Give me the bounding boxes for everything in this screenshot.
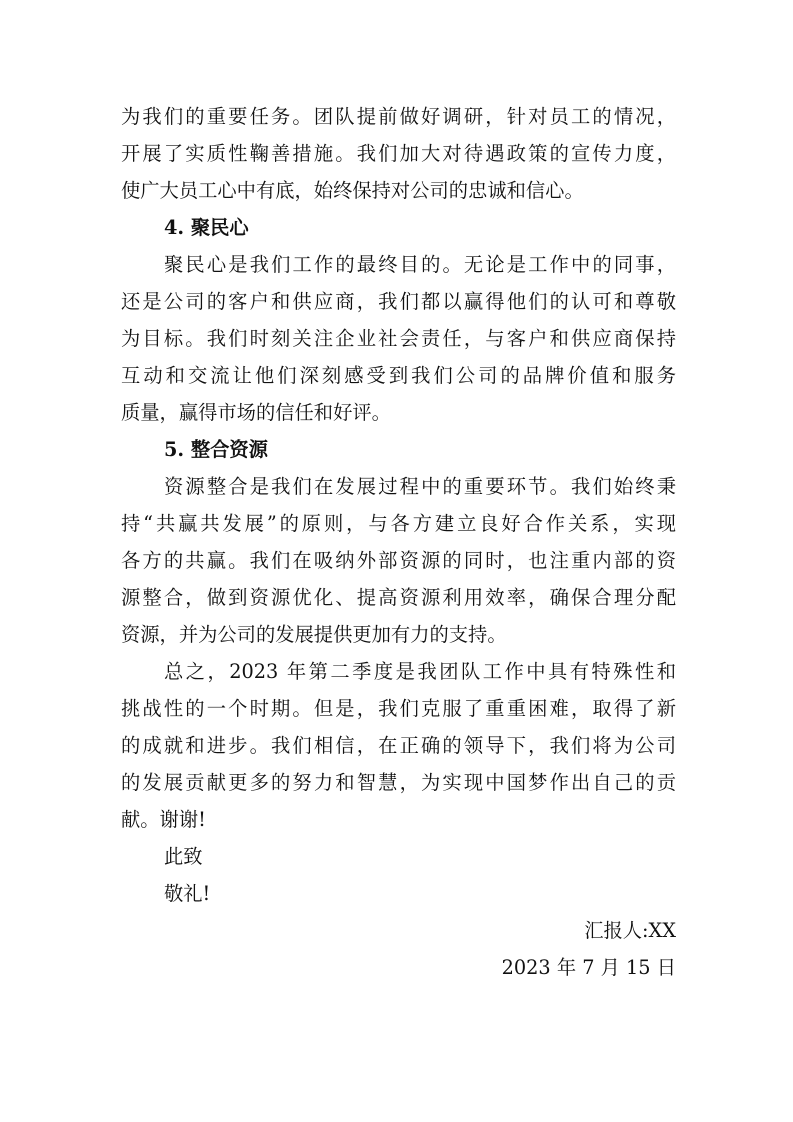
paragraph-line: 开展了实质性鞠善措施。我们加大对待遇政策的宣传力度，	[121, 142, 676, 165]
paragraph-line: 持“共赢共发展”的原则，与各方建立良好合作关系，实现	[121, 512, 676, 535]
paragraph-line: 的成就和进步。我们相信，在正确的领导下，我们将为公司	[121, 734, 676, 757]
paragraph-line: 为我们的重要任务。团队提前做好调研，针对员工的情况，	[121, 105, 676, 128]
section-heading-5: 5. 整合资源	[164, 438, 268, 461]
paragraph-line: 的发展贡献更多的努力和智慧，为实现中国梦作出自己的贡	[121, 771, 676, 794]
salutation-ci-zhi: 此致	[164, 845, 203, 868]
report-date: 2023 年 7 月 15 日	[501, 956, 676, 979]
paragraph-line: 聚民心是我们工作的最终目的。无论是工作中的同事，	[164, 253, 676, 276]
paragraph-line: 质量，赢得市场的信任和好评。	[121, 401, 391, 424]
paragraph-line: 挑战性的一个时期。但是，我们克服了重重困难，取得了新	[121, 697, 676, 720]
paragraph-line: 资源整合是我们在发展过程中的重要环节。我们始终秉	[164, 475, 676, 498]
paragraph-line: 源整合，做到资源优化、提高资源利用效率，确保合理分配	[121, 586, 676, 609]
paragraph-line: 互动和交流让他们深刻感受到我们公司的品牌价值和服务	[121, 364, 676, 387]
paragraph-line: 使广大员工心中有底，始终保持对公司的忠诚和信心。	[121, 179, 584, 202]
reporter-signature: 汇报人:XX	[584, 919, 676, 942]
paragraph-line: 资源，并为公司的发展提供更加有力的支持。	[121, 623, 507, 646]
section-heading-4: 4. 聚民心	[164, 216, 249, 239]
paragraph-line: 为目标。我们时刻关注企业社会责任，与客户和供应商保持	[121, 327, 676, 350]
salutation-jing-li: 敬礼!	[164, 882, 211, 905]
paragraph-line: 各方的共赢。我们在吸纳外部资源的同时，也注重内部的资	[121, 549, 676, 572]
paragraph-line: 还是公司的客户和供应商，我们都以赢得他们的认可和尊敬	[121, 290, 676, 313]
paragraph-line: 总之，2023 年第二季度是我团队工作中具有特殊性和	[164, 660, 676, 683]
paragraph-line: 献。谢谢!	[121, 808, 206, 831]
document-body	[121, 98, 676, 986]
